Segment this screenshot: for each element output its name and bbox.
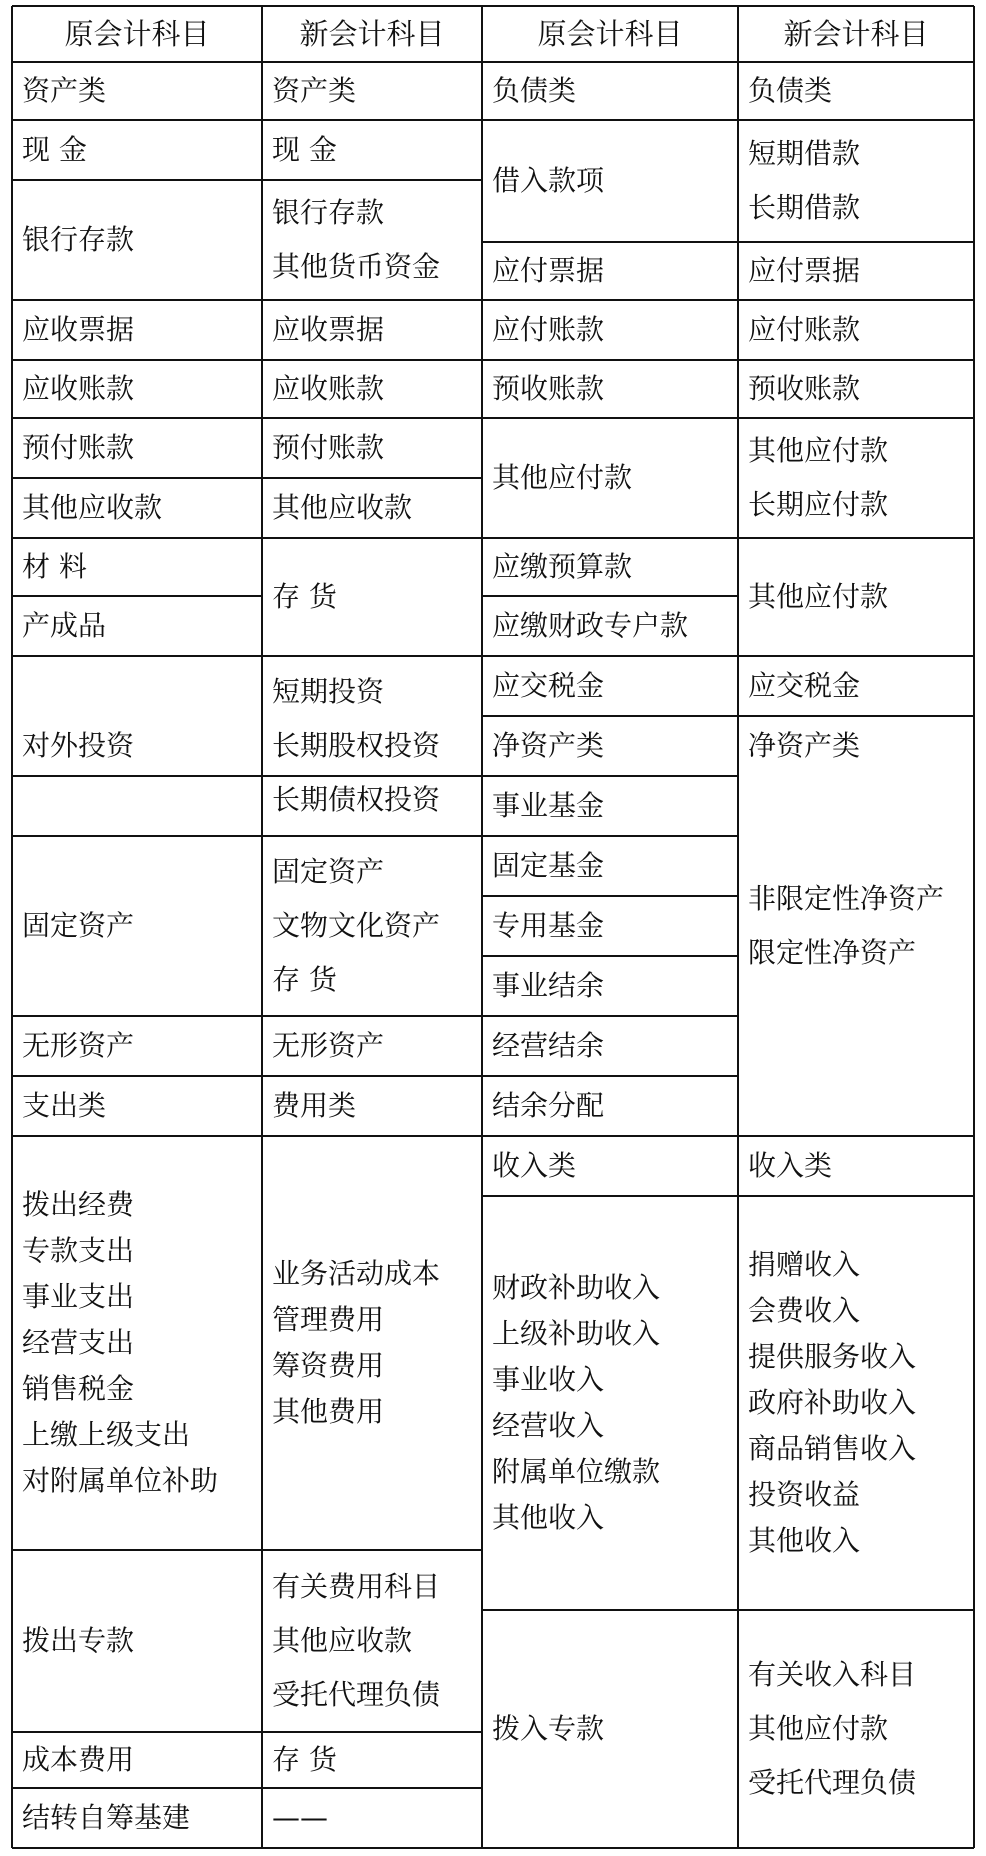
cell-new-assets-heading	[262, 62, 482, 120]
cell-orig-operating-fund	[482, 776, 738, 836]
cell-new-notes-receivable	[262, 300, 482, 360]
cell-text: 受托代理负债	[748, 1766, 917, 1799]
cell-new-expenses	[262, 1136, 482, 1550]
cell-text: 经营结余	[492, 1029, 605, 1062]
cell-text: 专款支出	[22, 1234, 135, 1267]
cell-new-inventory-2	[262, 1732, 482, 1788]
header-new-2: 新会计科目	[783, 17, 929, 51]
cell-orig-surplus-distribution	[482, 1076, 738, 1136]
cell-orig-notes-payable	[482, 242, 738, 300]
cell-text: 借入款项	[492, 164, 605, 197]
cell-text: 负债类	[748, 74, 833, 107]
cell-text: 筹资费用	[272, 1349, 385, 1382]
cell-text: 应交税金	[492, 669, 605, 702]
cell-orig-prepayments	[12, 418, 262, 478]
cell-text: 结转自筹基建	[22, 1801, 191, 1834]
cell-text: 无形资产	[272, 1029, 385, 1062]
cell-text: 长期债权投资	[272, 783, 441, 816]
cell-text: 上级补助收入	[492, 1317, 661, 1350]
cell-new-special-appropriation-in	[738, 1610, 974, 1848]
cell-orig-advance-receipts	[482, 360, 738, 418]
header-orig-1: 原会计科目	[64, 17, 210, 51]
cell-text: 应收票据	[22, 313, 135, 346]
cell-orig-net-assets-heading	[482, 716, 738, 776]
cell-text: 净资产类	[492, 729, 605, 762]
cell-orig-fixed-assets	[12, 836, 262, 1016]
cell-text: 收入类	[748, 1149, 833, 1182]
cell-orig-cash	[12, 120, 262, 180]
cell-new-bank-deposit	[262, 180, 482, 300]
cell-text: 无形资产	[22, 1029, 135, 1062]
cell-orig-other-receivables	[12, 478, 262, 538]
cell-text: 其他收入	[748, 1524, 861, 1557]
cell-text: 固定资产	[272, 855, 385, 888]
cell-text: 应付账款	[748, 313, 861, 346]
cell-text: 商品销售收入	[748, 1432, 917, 1465]
cell-text: 业务活动成本	[272, 1257, 441, 1290]
cell-text: 应付票据	[748, 254, 861, 287]
cell-text: 资产类	[272, 74, 357, 107]
cell-orig-bank-deposit	[12, 180, 262, 300]
cell-text: 其他应付款	[492, 461, 633, 494]
cell-new-cash	[262, 120, 482, 180]
cell-text: 银行存款	[272, 196, 385, 229]
cell-text: 其他应付款	[748, 1712, 889, 1745]
cell-new-advance-receipts	[738, 360, 974, 418]
cell-new-other-payables-2	[738, 538, 974, 656]
cell-text: 应付票据	[492, 254, 605, 287]
cell-text: 其他收入	[492, 1501, 605, 1534]
cell-text: 现 金	[272, 133, 337, 166]
cell-text: 存 货	[272, 963, 337, 996]
cell-text: 预收账款	[492, 372, 605, 405]
cell-orig-accounts-receivable	[12, 360, 262, 418]
cell-text: 固定资产	[22, 909, 135, 942]
cell-text: 拨出专款	[22, 1624, 135, 1657]
cell-text: 银行存款	[22, 223, 135, 256]
cell-text: 对附属单位补助	[22, 1464, 219, 1497]
cell-new-prepayments	[262, 418, 482, 478]
cell-text: 附属单位缴款	[492, 1455, 661, 1488]
cell-text: 其他应收款	[272, 491, 413, 524]
cell-new-borrowings	[738, 120, 974, 242]
cell-text: 经营支出	[22, 1326, 135, 1359]
cell-text: 专用基金	[492, 909, 605, 942]
cell-orig-cost-expense	[12, 1732, 262, 1788]
cell-text: 其他应收款	[22, 491, 163, 524]
cell-orig-special-appropriation-out	[12, 1550, 262, 1732]
cell-new-net-assets	[738, 776, 974, 1076]
cell-new-taxes-payable	[738, 656, 974, 716]
cell-text: 应缴财政专户款	[492, 609, 689, 642]
header-orig-2: 原会计科目	[537, 17, 683, 51]
cell-text: 投资收益	[748, 1478, 861, 1511]
cell-text: 受托代理负债	[272, 1678, 441, 1711]
cell-orig-fixed-fund	[482, 836, 738, 896]
cell-orig-materials	[12, 538, 262, 596]
cell-text: 成本费用	[22, 1743, 135, 1776]
cell-orig-incomes	[482, 1196, 738, 1610]
cell-text: 应付账款	[492, 313, 605, 346]
cell-text: 资产类	[22, 74, 107, 107]
cell-text: 材 料	[22, 550, 87, 583]
cell-text: 应收账款	[22, 372, 135, 405]
cell-new-net-assets-heading	[738, 716, 974, 776]
cell-text: 预付账款	[272, 431, 385, 464]
cell-new-expense-heading	[262, 1076, 482, 1136]
cell-orig-intangible-assets	[12, 1016, 262, 1076]
cell-new-dash	[262, 1788, 482, 1848]
cell-text: 固定基金	[492, 849, 605, 882]
cell-text: 限定性净资产	[748, 936, 917, 969]
cell-text: 文物文化资产	[272, 909, 441, 942]
cell-text: 其他应付款	[748, 580, 889, 613]
cell-orig-fiscal-account-payable	[482, 596, 738, 656]
cell-text: 拨入专款	[492, 1712, 605, 1745]
cell-new-inventory	[262, 538, 482, 656]
cell-text: 财政补助收入	[492, 1271, 661, 1304]
cell-orig-special-appropriation-in	[482, 1610, 738, 1848]
cell-new-accounts-receivable	[262, 360, 482, 418]
cell-text: 政府补助收入	[748, 1386, 917, 1419]
cell-new-incomes	[738, 1196, 974, 1610]
cell-text: 事业收入	[492, 1363, 605, 1396]
cell-text: 管理费用	[272, 1303, 385, 1336]
cell-text: 事业基金	[492, 789, 605, 822]
cell-text: 存 货	[272, 580, 337, 613]
cell-text: 拨出经费	[22, 1188, 135, 1221]
cell-orig-external-investment	[12, 656, 262, 836]
cell-new-liabilities-heading	[738, 62, 974, 120]
cell-new-fixed-assets	[262, 836, 482, 1016]
cell-text: 预收账款	[748, 372, 861, 405]
cell-new-other-payables	[738, 418, 974, 538]
table-horizontal-rule	[12, 5, 974, 7]
cell-new-accounts-payable	[738, 300, 974, 360]
cell-text: 支出类	[22, 1089, 107, 1122]
cell-text: 应收账款	[272, 372, 385, 405]
cell-new-income-heading	[738, 1136, 974, 1196]
cell-orig-other-payables	[482, 418, 738, 538]
cell-text: 非限定性净资产	[748, 882, 945, 915]
cell-new-notes-payable	[738, 242, 974, 300]
cell-text: 应收票据	[272, 313, 385, 346]
cell-orig-finished-goods	[12, 596, 262, 656]
cell-text: 短期投资	[272, 675, 385, 708]
cell-text: 其他费用	[272, 1395, 385, 1428]
cell-orig-income-heading	[482, 1136, 738, 1196]
cell-orig-expenditure-heading	[12, 1076, 262, 1136]
cell-text: 短期借款	[748, 137, 861, 170]
cell-text: 收入类	[492, 1149, 577, 1182]
cell-text: 提供服务收入	[748, 1340, 917, 1373]
cell-new-investments	[262, 656, 482, 836]
cell-text: 对外投资	[22, 729, 135, 762]
cell-new-other-receivables	[262, 478, 482, 538]
cell-orig-business-surplus	[482, 1016, 738, 1076]
cell-text: 其他应付款	[748, 434, 889, 467]
cell-text: 会费收入	[748, 1294, 861, 1327]
cell-text: 现 金	[22, 133, 87, 166]
cell-text: 有关费用科目	[272, 1570, 441, 1603]
header-new-1: 新会计科目	[299, 17, 445, 51]
cell-orig-special-fund	[482, 896, 738, 956]
cell-text: 有关收入科目	[748, 1658, 917, 1691]
cell-orig-notes-receivable	[12, 300, 262, 360]
cell-text: 事业结余	[492, 969, 605, 1002]
cell-text: 捐赠收入	[748, 1248, 861, 1281]
cell-orig-assets-heading	[12, 62, 262, 120]
cell-orig-taxes-payable	[482, 656, 738, 716]
cell-orig-accounts-payable	[482, 300, 738, 360]
cell-text: 预付账款	[22, 431, 135, 464]
cell-new-special-appropriation-out	[262, 1550, 482, 1732]
cell-text: 长期应付款	[748, 488, 889, 521]
cell-text: 经营收入	[492, 1409, 605, 1442]
cell-text: 长期借款	[748, 191, 861, 224]
cell-text: 负债类	[492, 74, 577, 107]
cell-orig-liabilities-heading	[482, 62, 738, 120]
cell-orig-operating-surplus	[482, 956, 738, 1016]
cell-orig-expenditures	[12, 1136, 262, 1550]
cell-text: 其他应收款	[272, 1624, 413, 1657]
cell-text: 销售税金	[22, 1372, 135, 1405]
cell-text: 产成品	[22, 609, 107, 642]
cell-text: 事业支出	[22, 1280, 135, 1313]
cell-text: 结余分配	[492, 1089, 605, 1122]
cell-orig-self-raised-construction	[12, 1788, 262, 1848]
cell-text: 存 货	[272, 1743, 337, 1776]
cell-text: 应缴预算款	[492, 550, 633, 583]
cell-text: 应交税金	[748, 669, 861, 702]
cell-orig-budget-payable	[482, 538, 738, 596]
cell-text: 净资产类	[748, 729, 861, 762]
cell-text: 费用类	[272, 1089, 357, 1122]
cell-text: 其他货币资金	[272, 250, 441, 283]
cell-text: ——	[272, 1801, 328, 1834]
cell-text: 上缴上级支出	[22, 1418, 191, 1451]
cell-text: 长期股权投资	[272, 729, 441, 762]
cell-new-intangible-assets	[262, 1016, 482, 1076]
cell-orig-borrowings	[482, 120, 738, 242]
